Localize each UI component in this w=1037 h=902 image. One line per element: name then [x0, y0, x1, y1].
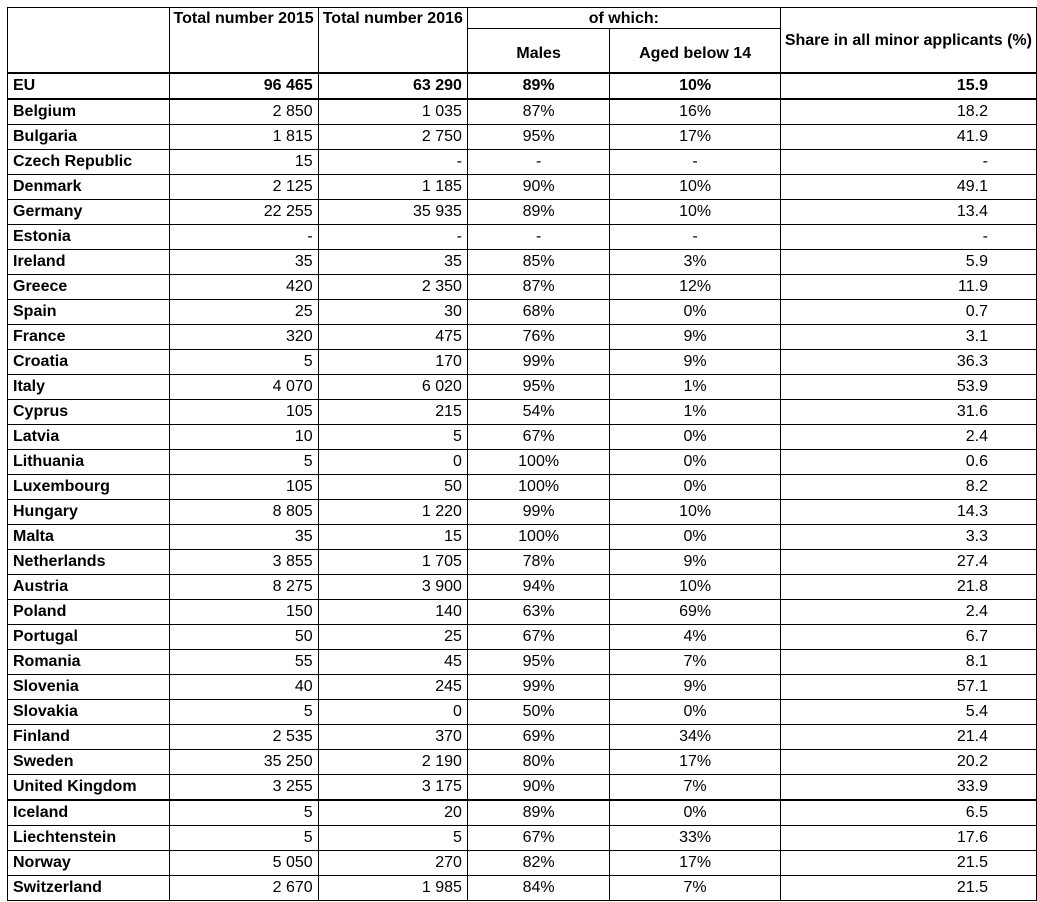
aged-below-14-cell: 17% — [610, 750, 780, 775]
males-pct-cell: 89% — [467, 800, 609, 826]
country-cell: Austria — [8, 575, 170, 600]
table-body — [8, 73, 1037, 901]
country-cell: United Kingdom — [8, 775, 170, 801]
table-row — [8, 851, 1037, 876]
males-pct-cell: 80% — [467, 750, 609, 775]
aged-below-14-cell: 10% — [610, 73, 780, 99]
males-pct-cell: 89% — [467, 73, 609, 99]
header-total-2015: Total number 2015 — [169, 8, 318, 74]
total-2015-cell: 15 — [169, 150, 318, 175]
males-pct-cell: 95% — [467, 375, 609, 400]
header-aged-below-14: Aged below 14 — [610, 29, 780, 74]
table-row — [8, 826, 1037, 851]
table-row — [8, 250, 1037, 275]
share-cell: 6.7 — [780, 625, 1036, 650]
total-2016-cell: 2 190 — [318, 750, 467, 775]
total-2016-cell: 370 — [318, 725, 467, 750]
total-2016-cell: 1 220 — [318, 500, 467, 525]
total-2015-cell: 8 805 — [169, 500, 318, 525]
header-share: Share in all minor applicants (%) — [780, 8, 1036, 74]
share-cell: 14.3 — [780, 500, 1036, 525]
country-cell: Latvia — [8, 425, 170, 450]
table-row — [8, 700, 1037, 725]
aged-below-14-cell: 33% — [610, 826, 780, 851]
total-2016-cell: 215 — [318, 400, 467, 425]
males-pct-cell: 90% — [467, 175, 609, 200]
share-cell: 21.5 — [780, 851, 1036, 876]
males-pct-cell: 99% — [467, 675, 609, 700]
table-row — [8, 475, 1037, 500]
table-row — [8, 575, 1037, 600]
unaccompanied-minors-table — [7, 7, 1037, 901]
total-2015-cell: 5 — [169, 826, 318, 851]
share-cell: 3.1 — [780, 325, 1036, 350]
total-2015-cell: 10 — [169, 425, 318, 450]
share-cell: 5.4 — [780, 700, 1036, 725]
country-cell: Romania — [8, 650, 170, 675]
aged-below-14-cell: 0% — [610, 425, 780, 450]
total-2015-cell: 35 — [169, 250, 318, 275]
total-2016-cell: 50 — [318, 475, 467, 500]
total-2015-cell: 40 — [169, 675, 318, 700]
total-2016-cell: 2 350 — [318, 275, 467, 300]
aged-below-14-cell: - — [610, 225, 780, 250]
header-of-which: of which: — [467, 8, 780, 29]
males-pct-cell: 94% — [467, 575, 609, 600]
country-cell: Luxembourg — [8, 475, 170, 500]
males-pct-cell: 87% — [467, 275, 609, 300]
table-row — [8, 300, 1037, 325]
country-cell: Iceland — [8, 800, 170, 826]
total-2016-cell: 1 185 — [318, 175, 467, 200]
total-2016-cell: 1 985 — [318, 876, 467, 901]
country-cell: Cyprus — [8, 400, 170, 425]
country-cell: Spain — [8, 300, 170, 325]
table-row — [8, 600, 1037, 625]
share-cell: 27.4 — [780, 550, 1036, 575]
table-row — [8, 725, 1037, 750]
table-row — [8, 500, 1037, 525]
aged-below-14-cell: 0% — [610, 300, 780, 325]
total-2015-cell: 2 535 — [169, 725, 318, 750]
total-2015-cell: 22 255 — [169, 200, 318, 225]
aged-below-14-cell: 1% — [610, 375, 780, 400]
males-pct-cell: 68% — [467, 300, 609, 325]
total-2016-cell: 0 — [318, 700, 467, 725]
total-2016-cell: 0 — [318, 450, 467, 475]
share-cell: 2.4 — [780, 425, 1036, 450]
males-pct-cell: 50% — [467, 700, 609, 725]
header-total-2016: Total number 2016 — [318, 8, 467, 74]
share-cell: 20.2 — [780, 750, 1036, 775]
country-cell: Poland — [8, 600, 170, 625]
country-cell: Slovenia — [8, 675, 170, 700]
aged-below-14-cell: 7% — [610, 876, 780, 901]
aged-below-14-cell: 0% — [610, 525, 780, 550]
total-2015-cell: 5 050 — [169, 851, 318, 876]
males-pct-cell: 54% — [467, 400, 609, 425]
share-cell: 36.3 — [780, 350, 1036, 375]
aged-below-14-cell: 17% — [610, 125, 780, 150]
table-row — [8, 425, 1037, 450]
total-2015-cell: 55 — [169, 650, 318, 675]
share-cell: 3.3 — [780, 525, 1036, 550]
share-cell: 15.9 — [780, 73, 1036, 99]
aged-below-14-cell: 9% — [610, 550, 780, 575]
total-2015-cell: 3 855 — [169, 550, 318, 575]
aged-below-14-cell: 7% — [610, 650, 780, 675]
country-cell: Malta — [8, 525, 170, 550]
aged-below-14-cell: 0% — [610, 800, 780, 826]
share-cell: - — [780, 150, 1036, 175]
share-cell: 57.1 — [780, 675, 1036, 700]
table-row — [8, 750, 1037, 775]
total-2016-cell: 1 035 — [318, 99, 467, 125]
share-cell: 0.6 — [780, 450, 1036, 475]
total-2015-cell: 2 850 — [169, 99, 318, 125]
table-row — [8, 400, 1037, 425]
total-2015-cell: 96 465 — [169, 73, 318, 99]
total-2015-cell: 1 815 — [169, 125, 318, 150]
share-cell: 11.9 — [780, 275, 1036, 300]
total-2016-cell: 3 175 — [318, 775, 467, 801]
country-cell: Italy — [8, 375, 170, 400]
share-cell: 8.2 — [780, 475, 1036, 500]
table-row — [8, 775, 1037, 801]
country-cell: Bulgaria — [8, 125, 170, 150]
total-2016-cell: 15 — [318, 525, 467, 550]
country-cell: Finland — [8, 725, 170, 750]
table-row — [8, 525, 1037, 550]
total-2016-cell: 170 — [318, 350, 467, 375]
total-2016-cell: 30 — [318, 300, 467, 325]
aged-below-14-cell: 4% — [610, 625, 780, 650]
table-row — [8, 99, 1037, 125]
table-row — [8, 200, 1037, 225]
total-2015-cell: 5 — [169, 450, 318, 475]
share-cell: 31.6 — [780, 400, 1036, 425]
total-2016-cell: 5 — [318, 425, 467, 450]
share-cell: 13.4 — [780, 200, 1036, 225]
country-cell: Estonia — [8, 225, 170, 250]
share-cell: 18.2 — [780, 99, 1036, 125]
total-2016-cell: 45 — [318, 650, 467, 675]
country-cell: Germany — [8, 200, 170, 225]
males-pct-cell: 67% — [467, 826, 609, 851]
table-row — [8, 125, 1037, 150]
aged-below-14-cell: 12% — [610, 275, 780, 300]
total-2016-cell: 2 750 — [318, 125, 467, 150]
males-pct-cell: 100% — [467, 450, 609, 475]
table-row — [8, 325, 1037, 350]
aged-below-14-cell: 10% — [610, 575, 780, 600]
country-cell: Hungary — [8, 500, 170, 525]
total-2015-cell: 35 250 — [169, 750, 318, 775]
total-2016-cell: 270 — [318, 851, 467, 876]
share-cell: - — [780, 225, 1036, 250]
country-cell: Denmark — [8, 175, 170, 200]
total-2015-cell: 2 125 — [169, 175, 318, 200]
table-row — [8, 275, 1037, 300]
total-2015-cell: 5 — [169, 700, 318, 725]
males-pct-cell: 63% — [467, 600, 609, 625]
share-cell: 2.4 — [780, 600, 1036, 625]
aged-below-14-cell: 3% — [610, 250, 780, 275]
share-cell: 49.1 — [780, 175, 1036, 200]
share-cell: 33.9 — [780, 775, 1036, 801]
table-row — [8, 225, 1037, 250]
total-2015-cell: 105 — [169, 475, 318, 500]
total-2016-cell: 245 — [318, 675, 467, 700]
males-pct-cell: 84% — [467, 876, 609, 901]
males-pct-cell: 76% — [467, 325, 609, 350]
country-cell: Belgium — [8, 99, 170, 125]
aged-below-14-cell: 17% — [610, 851, 780, 876]
aged-below-14-cell: 10% — [610, 500, 780, 525]
header-males: Males — [467, 29, 609, 74]
share-cell: 17.6 — [780, 826, 1036, 851]
share-cell: 0.7 — [780, 300, 1036, 325]
share-cell: 21.5 — [780, 876, 1036, 901]
country-cell: Greece — [8, 275, 170, 300]
total-2015-cell: 420 — [169, 275, 318, 300]
table-row — [8, 650, 1037, 675]
total-2015-cell: 3 255 — [169, 775, 318, 801]
total-2016-cell: - — [318, 150, 467, 175]
table-row — [8, 350, 1037, 375]
males-pct-cell: - — [467, 150, 609, 175]
country-cell: Lithuania — [8, 450, 170, 475]
aged-below-14-cell: 9% — [610, 325, 780, 350]
aged-below-14-cell: 16% — [610, 99, 780, 125]
males-pct-cell: 78% — [467, 550, 609, 575]
total-2016-cell: 140 — [318, 600, 467, 625]
table-container — [7, 7, 1037, 901]
total-2016-cell: - — [318, 225, 467, 250]
country-cell: Switzerland — [8, 876, 170, 901]
aged-below-14-cell: 9% — [610, 350, 780, 375]
total-2016-cell: 5 — [318, 826, 467, 851]
table-row — [8, 675, 1037, 700]
total-2016-cell: 20 — [318, 800, 467, 826]
country-cell: Croatia — [8, 350, 170, 375]
table-row — [8, 550, 1037, 575]
table-row — [8, 876, 1037, 901]
table-row — [8, 375, 1037, 400]
aged-below-14-cell: 9% — [610, 675, 780, 700]
total-2015-cell: 50 — [169, 625, 318, 650]
males-pct-cell: 82% — [467, 851, 609, 876]
total-2015-cell: 4 070 — [169, 375, 318, 400]
country-cell: Norway — [8, 851, 170, 876]
aged-below-14-cell: 0% — [610, 450, 780, 475]
table-row — [8, 150, 1037, 175]
country-cell: Czech Republic — [8, 150, 170, 175]
total-2015-cell: 25 — [169, 300, 318, 325]
males-pct-cell: 69% — [467, 725, 609, 750]
males-pct-cell: - — [467, 225, 609, 250]
males-pct-cell: 67% — [467, 625, 609, 650]
males-pct-cell: 95% — [467, 650, 609, 675]
total-2015-cell: 2 670 — [169, 876, 318, 901]
country-cell: France — [8, 325, 170, 350]
table-row — [8, 800, 1037, 826]
males-pct-cell: 90% — [467, 775, 609, 801]
country-cell: EU — [8, 73, 170, 99]
share-cell: 41.9 — [780, 125, 1036, 150]
males-pct-cell: 89% — [467, 200, 609, 225]
aged-below-14-cell: 0% — [610, 475, 780, 500]
total-2015-cell: 105 — [169, 400, 318, 425]
aged-below-14-cell: 1% — [610, 400, 780, 425]
share-cell: 53.9 — [780, 375, 1036, 400]
total-2016-cell: 35 — [318, 250, 467, 275]
total-2016-cell: 35 935 — [318, 200, 467, 225]
males-pct-cell: 87% — [467, 99, 609, 125]
country-cell: Sweden — [8, 750, 170, 775]
country-cell: Ireland — [8, 250, 170, 275]
males-pct-cell: 100% — [467, 525, 609, 550]
total-2015-cell: 150 — [169, 600, 318, 625]
aged-below-14-cell: 0% — [610, 700, 780, 725]
total-2016-cell: 3 900 — [318, 575, 467, 600]
total-2015-cell: 5 — [169, 800, 318, 826]
table-row — [8, 175, 1037, 200]
aged-below-14-cell: - — [610, 150, 780, 175]
total-2015-cell: 320 — [169, 325, 318, 350]
country-cell: Slovakia — [8, 700, 170, 725]
table-row — [8, 625, 1037, 650]
males-pct-cell: 100% — [467, 475, 609, 500]
table-header — [8, 8, 1037, 74]
aged-below-14-cell: 10% — [610, 175, 780, 200]
males-pct-cell: 95% — [467, 125, 609, 150]
header-country — [8, 8, 170, 74]
males-pct-cell: 99% — [467, 350, 609, 375]
share-cell: 6.5 — [780, 800, 1036, 826]
table-row — [8, 450, 1037, 475]
total-2016-cell: 1 705 — [318, 550, 467, 575]
total-2015-cell: 5 — [169, 350, 318, 375]
total-2016-cell: 475 — [318, 325, 467, 350]
table-row-eu — [8, 73, 1037, 99]
males-pct-cell: 67% — [467, 425, 609, 450]
total-2015-cell: - — [169, 225, 318, 250]
share-cell: 5.9 — [780, 250, 1036, 275]
males-pct-cell: 99% — [467, 500, 609, 525]
country-cell: Netherlands — [8, 550, 170, 575]
country-cell: Liechtenstein — [8, 826, 170, 851]
share-cell: 21.8 — [780, 575, 1036, 600]
share-cell: 21.4 — [780, 725, 1036, 750]
total-2015-cell: 35 — [169, 525, 318, 550]
aged-below-14-cell: 10% — [610, 200, 780, 225]
share-cell: 8.1 — [780, 650, 1036, 675]
aged-below-14-cell: 7% — [610, 775, 780, 801]
aged-below-14-cell: 34% — [610, 725, 780, 750]
total-2015-cell: 8 275 — [169, 575, 318, 600]
males-pct-cell: 85% — [467, 250, 609, 275]
total-2016-cell: 6 020 — [318, 375, 467, 400]
aged-below-14-cell: 69% — [610, 600, 780, 625]
country-cell: Portugal — [8, 625, 170, 650]
total-2016-cell: 63 290 — [318, 73, 467, 99]
total-2016-cell: 25 — [318, 625, 467, 650]
